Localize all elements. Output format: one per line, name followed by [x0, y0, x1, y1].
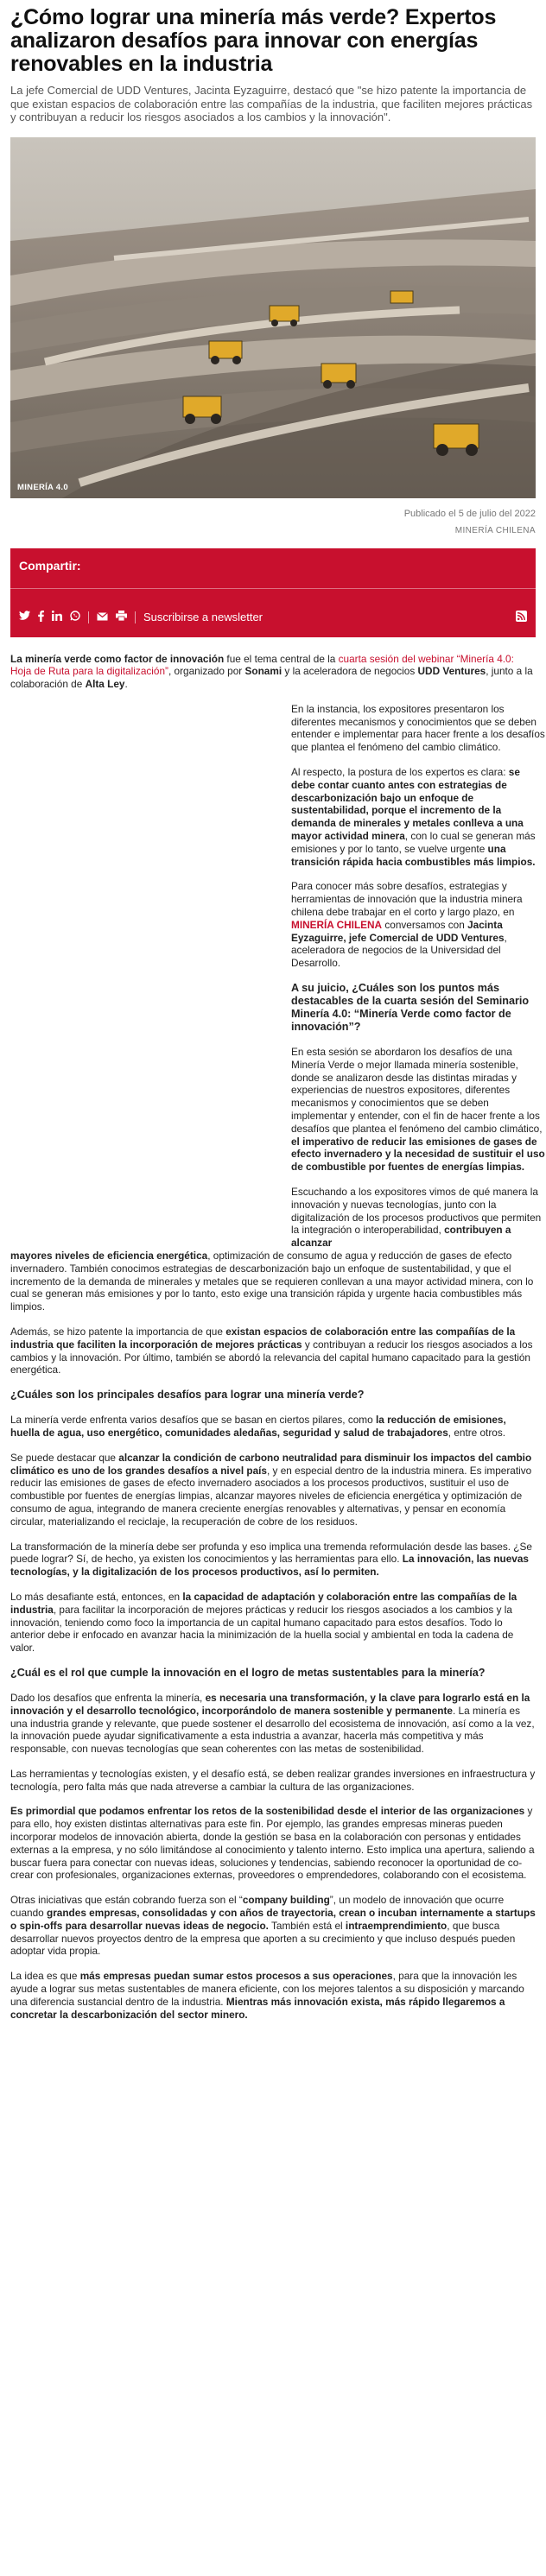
rss-icon[interactable] — [516, 611, 527, 622]
text: , que busca desarrollar nuevos proyectos dentro de la empresa que aporten a su crecimiento y que incluso después pueden adoptar vida propia. — [10, 1919, 516, 1958]
text: fue el tema central de la — [224, 652, 339, 665]
text: La transformación de la minería debe ser profunda y eso implica una tremenda reformulación desde las bases. ¿Se puede lograr? Sí, de hecho, ya existen los conocimientos y las herramientas para ello. — [10, 1540, 532, 1566]
bold-text: Sonami — [244, 665, 283, 678]
bold-text: Es primordial que podamos enfrentar los retos de la sostenibilidad desde el interior de las organizaciones — [10, 1805, 525, 1818]
text: Al respecto, la postura de los expertos es clara: — [291, 766, 509, 779]
article-body — [10, 652, 545, 2022]
text: , optimización de consumo de agua y reducción de gases de efecto invernadero. También conocimos estrategias de descarbonización bajo un enfoque de sustentabilidad, y que el incremento de la demanda de minerales y metales que se requieren conllevan a una mayor actividad minera, con lo cual se generan más emisiones y por lo tanto, esto exige una transición rápida y urgente hacia combustibles más limpios. — [10, 1249, 534, 1313]
bold-text: una transición rápida hacia combustibles más limpios. — [291, 842, 536, 868]
divider — [135, 611, 136, 623]
bold-text: Jacinta Eyzaguirre, jefe Comercial de UDD Ventures — [291, 918, 505, 944]
paragraph — [10, 1692, 536, 1756]
paragraph — [10, 1250, 536, 1313]
print-icon[interactable] — [116, 611, 127, 623]
email-icon[interactable] — [97, 611, 108, 623]
text: y la aceleradora de negocios — [282, 665, 418, 678]
paragraph — [10, 1805, 536, 1882]
paragraph — [10, 653, 536, 691]
paragraph — [10, 1970, 536, 2021]
text: También está el — [268, 1919, 346, 1932]
text: , y en especial dentro de la industria minera. Es imperativo reducir las emisiones de gases de efecto invernadero asociados a los procesos productivos, sustituir el uso de combustible por fuentes de energías limpias, alcanzar mayores niveles de eficiencia energética y optimización de consumo de agua, integrando de manera creciente energías renovables y alternativas, y pensar en economía circular, materializando el reciclaje, la recuperación de cobre de los residuos. — [10, 1464, 532, 1528]
bold-text: La minería verde como factor de innovación — [10, 652, 225, 665]
question-heading: ¿Cuáles son los principales desafíos para lograr una minería verde? — [10, 1389, 365, 1402]
bold-text: más empresas puedan sumar estos procesos a sus operaciones — [79, 1970, 393, 1983]
text: ”, un modelo de innovación que ocurre cuando — [10, 1894, 505, 1920]
indented-section — [10, 702, 545, 1250]
bold-text: la reducción de emisiones, huella de agua, uso energético, comunidades aledañas, seguridad y salud de trabajadores — [10, 1414, 506, 1439]
text: . La minería es una industria grande y relevante, que puede sostener el desarrollo del ecosistema de innovación, así como a la vez, la innovación puede ayudar significativamente a esta industria a avanzar, hacerla más competitiva y más responsable, con nuevas tecnologías que sean coherentes con las metas de sostenibilidad. — [10, 1704, 535, 1756]
text: La minería verde enfrenta varios desafíos que se basan en ciertos pilares, como — [10, 1414, 376, 1427]
facebook-icon[interactable] — [38, 611, 44, 624]
newsletter-subscribe-link[interactable]: Suscribirse a newsletter — [143, 611, 263, 623]
paragraph — [291, 880, 546, 970]
text: . — [124, 678, 128, 691]
text: , con lo cual se generan más emisiones y por lo tanto, se vuelve urgente — [291, 830, 536, 855]
paragraph — [291, 766, 546, 868]
bold-text: mayores niveles de eficiencia energética — [10, 1249, 208, 1262]
divider — [88, 611, 89, 623]
bold-text: Mientras más innovación exista, más rápido llegaremos a concretar la descarbonización del sector minero. — [10, 1995, 505, 2021]
bold-text: grandes empresas, consolidadas y con años de trayectoria, crean o incuban internamente a startups o spin-offs para desarrollar nuevas ideas de negocio. — [10, 1907, 536, 1932]
bold-text: la capacidad de adaptación y colaboración entre las compañías de la industria — [10, 1590, 517, 1616]
paragraph — [10, 1591, 536, 1655]
twitter-icon[interactable] — [19, 611, 30, 623]
text: Lo más desafiante está, entonces, en — [10, 1590, 183, 1603]
bold-text: el imperativo de reducir las emisiones de gases de efecto invernadero y la necesidad de sustituir el uso de combustible por fuentes de energías limpias. — [291, 1135, 545, 1174]
bold-text: alcanzar la condición de carbono neutralidad para disminuir los impactos del cambio climático es uno de los grandes desafíos a nivel país — [10, 1451, 532, 1477]
bold-text: contribuyen a alcanzar — [291, 1224, 511, 1250]
paragraph — [291, 1046, 546, 1174]
paragraph — [10, 1541, 536, 1579]
question-heading: ¿Cuál es el rol que cumple la innovación en el logro de metas sustentables para la minería? — [10, 1666, 486, 1679]
open-pit-mine-image — [10, 137, 536, 498]
article-title: ¿Cómo lograr una minería más verde? Expertos analizaron desafíos para innovar con energías renovables en la industria — [10, 5, 497, 76]
hero-image — [10, 137, 536, 498]
text: Dado los desafíos que enfrenta la minería, — [10, 1691, 206, 1704]
image-caption: MINERÍA 4.0 — [17, 482, 68, 492]
indented-column — [291, 703, 546, 1250]
bold-text: La innovación, las nuevas tecnologías, y la digitalización de los procesos productivos, así lo permiten. — [10, 1553, 529, 1579]
article-source: MINERÍA CHILENA — [454, 525, 536, 535]
webinar-link[interactable]: cuarta sesión del webinar “Minería 4.0: Hoja de Ruta para la digitalización” — [10, 652, 514, 678]
text: Otras iniciativas que están cobrando fuerza son el “ — [10, 1894, 243, 1907]
paragraph — [291, 1186, 546, 1250]
text: conversamos con — [382, 918, 468, 931]
text: Para conocer más sobre desafíos, estrategias y herramientas de innovación que la industria minera chilena debe trabajar en el corto y largo plazo, en — [291, 880, 523, 919]
paragraph: Las herramientas y tecnologías existen, y el desafío está, se deben realizar grandes inversiones en infraestructura y tecnología, pero falta más que nada atreverse a cambiar la cultura de las organizaciones. — [10, 1767, 536, 1793]
text: En esta sesión se abordaron los desafíos de una Minería Verde o mejor llamada minería sostenible, donde se analizaron desde las distintas miradas y experiencias de nuestros expositores, diferentes mecanismos y conocimientos que se deben implementar y entender, con el fin de hacer frente a los desafíos que plantea el fenómeno del cambio climático, — [291, 1046, 543, 1135]
text: Además, se hizo patente la importancia de que — [10, 1325, 226, 1338]
bold-text: existan espacios de colaboración entre las compañías de la industria que faciliten la incorporación de mejores prácticas — [10, 1325, 516, 1351]
paragraph — [10, 1452, 536, 1529]
text: , aceleradora de negocios de la Universidad del Desarrollo. — [291, 931, 507, 970]
bold-text: UDD Ventures — [417, 665, 486, 678]
published-date: Publicado el 5 de julio del 2022 — [403, 508, 536, 519]
bold-text: Alta Ley — [85, 678, 125, 691]
text: La idea es que — [10, 1970, 80, 1983]
text: , para facilitar la incorporación de mejores prácticas y reducir los riesgos asociados a los cambios y la innovación, teniendo como foco la importancia de un capital humano capacitado para estos desafíos. Todo lo anterior debe ir enfocado en avanzar hacia la minimización de la huella social y ambiental en toda la cadena de valor. — [10, 1603, 514, 1655]
bold-text: company building — [242, 1894, 330, 1907]
bold-text: se debe contar cuanto antes con estrategias de descarbonización bajo un enfoque de sustentabilidad, porque el incremento de la demanda de minerales y metales conlleva a una mayor actividad minera — [291, 766, 524, 843]
paragraph — [10, 1414, 536, 1440]
text: Escuchando a los expositores vimos de qué manera la innovación y nuevas tecnologías, junto con la digitalización de los procesos productivos que permiten la integración o interoperabilidad, — [291, 1186, 542, 1237]
divider — [10, 588, 536, 589]
text: y para ello, hoy existen distintas alternativas para este fin. Por ejemplo, las grandes empresas mineras pueden incorporar modelos de innovación abierta, donde la gestión se basa en la colaboración con personas y entidades externas a la empresa, y no sólo limitándose al conocimiento y talento interno. Esto implica una apertura, saliendo a buscar fuera para conectar con nuevas ideas, soluciones y tendencias, sabiendo reconocer la oportunidad de co-crear con profesionales, organizaciones externas, proveedores o emprendedores, colaborando con el ecosistema. — [10, 1805, 535, 1882]
article-meta — [10, 507, 536, 538]
share-title: Compartir: — [19, 558, 81, 573]
share-icons — [19, 611, 263, 624]
share-box — [10, 548, 536, 637]
text: , junto a la colaboración de — [10, 665, 533, 691]
linkedin-icon[interactable] — [52, 611, 62, 623]
text: , entre otros. — [448, 1426, 505, 1439]
whatsapp-icon[interactable] — [70, 611, 80, 623]
paragraph — [10, 1326, 536, 1377]
text: , para que la innovación les ayude a lograr sus metas sustentables de manera eficiente, con los mejores talentos a su disposición y marcando una diferencia sustancial dentro de la industria. — [10, 1970, 524, 2008]
text: Se puede destacar que — [10, 1451, 119, 1464]
paragraph: En la instancia, los expositores presentaron los diferentes mecanismos y conocimientos que se deben entender e implementar para hacer frente a los desafíos que plantea el fenómeno del cambio climático. — [291, 702, 545, 754]
question-heading: A su juicio, ¿Cuáles son los puntos más destacables de la cuarta sesión del Seminario Minería 4.0: “Minería Verde como factor de innovación”? — [291, 982, 530, 1034]
paragraph — [10, 1894, 536, 1958]
text: y contribuyan a reducir los riesgos asociados a los cambios y la innovación. Por último, también se abordó la relevancia del capital humano capacitado para la gestión energética. — [10, 1338, 533, 1377]
bold-text: intraemprendimiento — [345, 1919, 448, 1932]
publication-name: MINERÍA CHILENA — [291, 918, 383, 931]
article-lead: La jefe Comercial de UDD Ventures, Jacinta Eyzaguirre, destacó que "se hizo patente la importancia de que existan espacios de colaboración entre las compañías de la industria, que faciliten mejores prácticas y contribuyan a reducir los riesgos asociados a los cambios y la innovación". — [10, 84, 533, 123]
text: , organizado por — [168, 665, 245, 678]
bold-text: es necesaria una transformación, y la clave para lograrlo está en la innovación y el desarrollo tecnológico, incorporándolo de manera sostenible y permanente — [10, 1691, 530, 1717]
spacer — [10, 703, 291, 1250]
